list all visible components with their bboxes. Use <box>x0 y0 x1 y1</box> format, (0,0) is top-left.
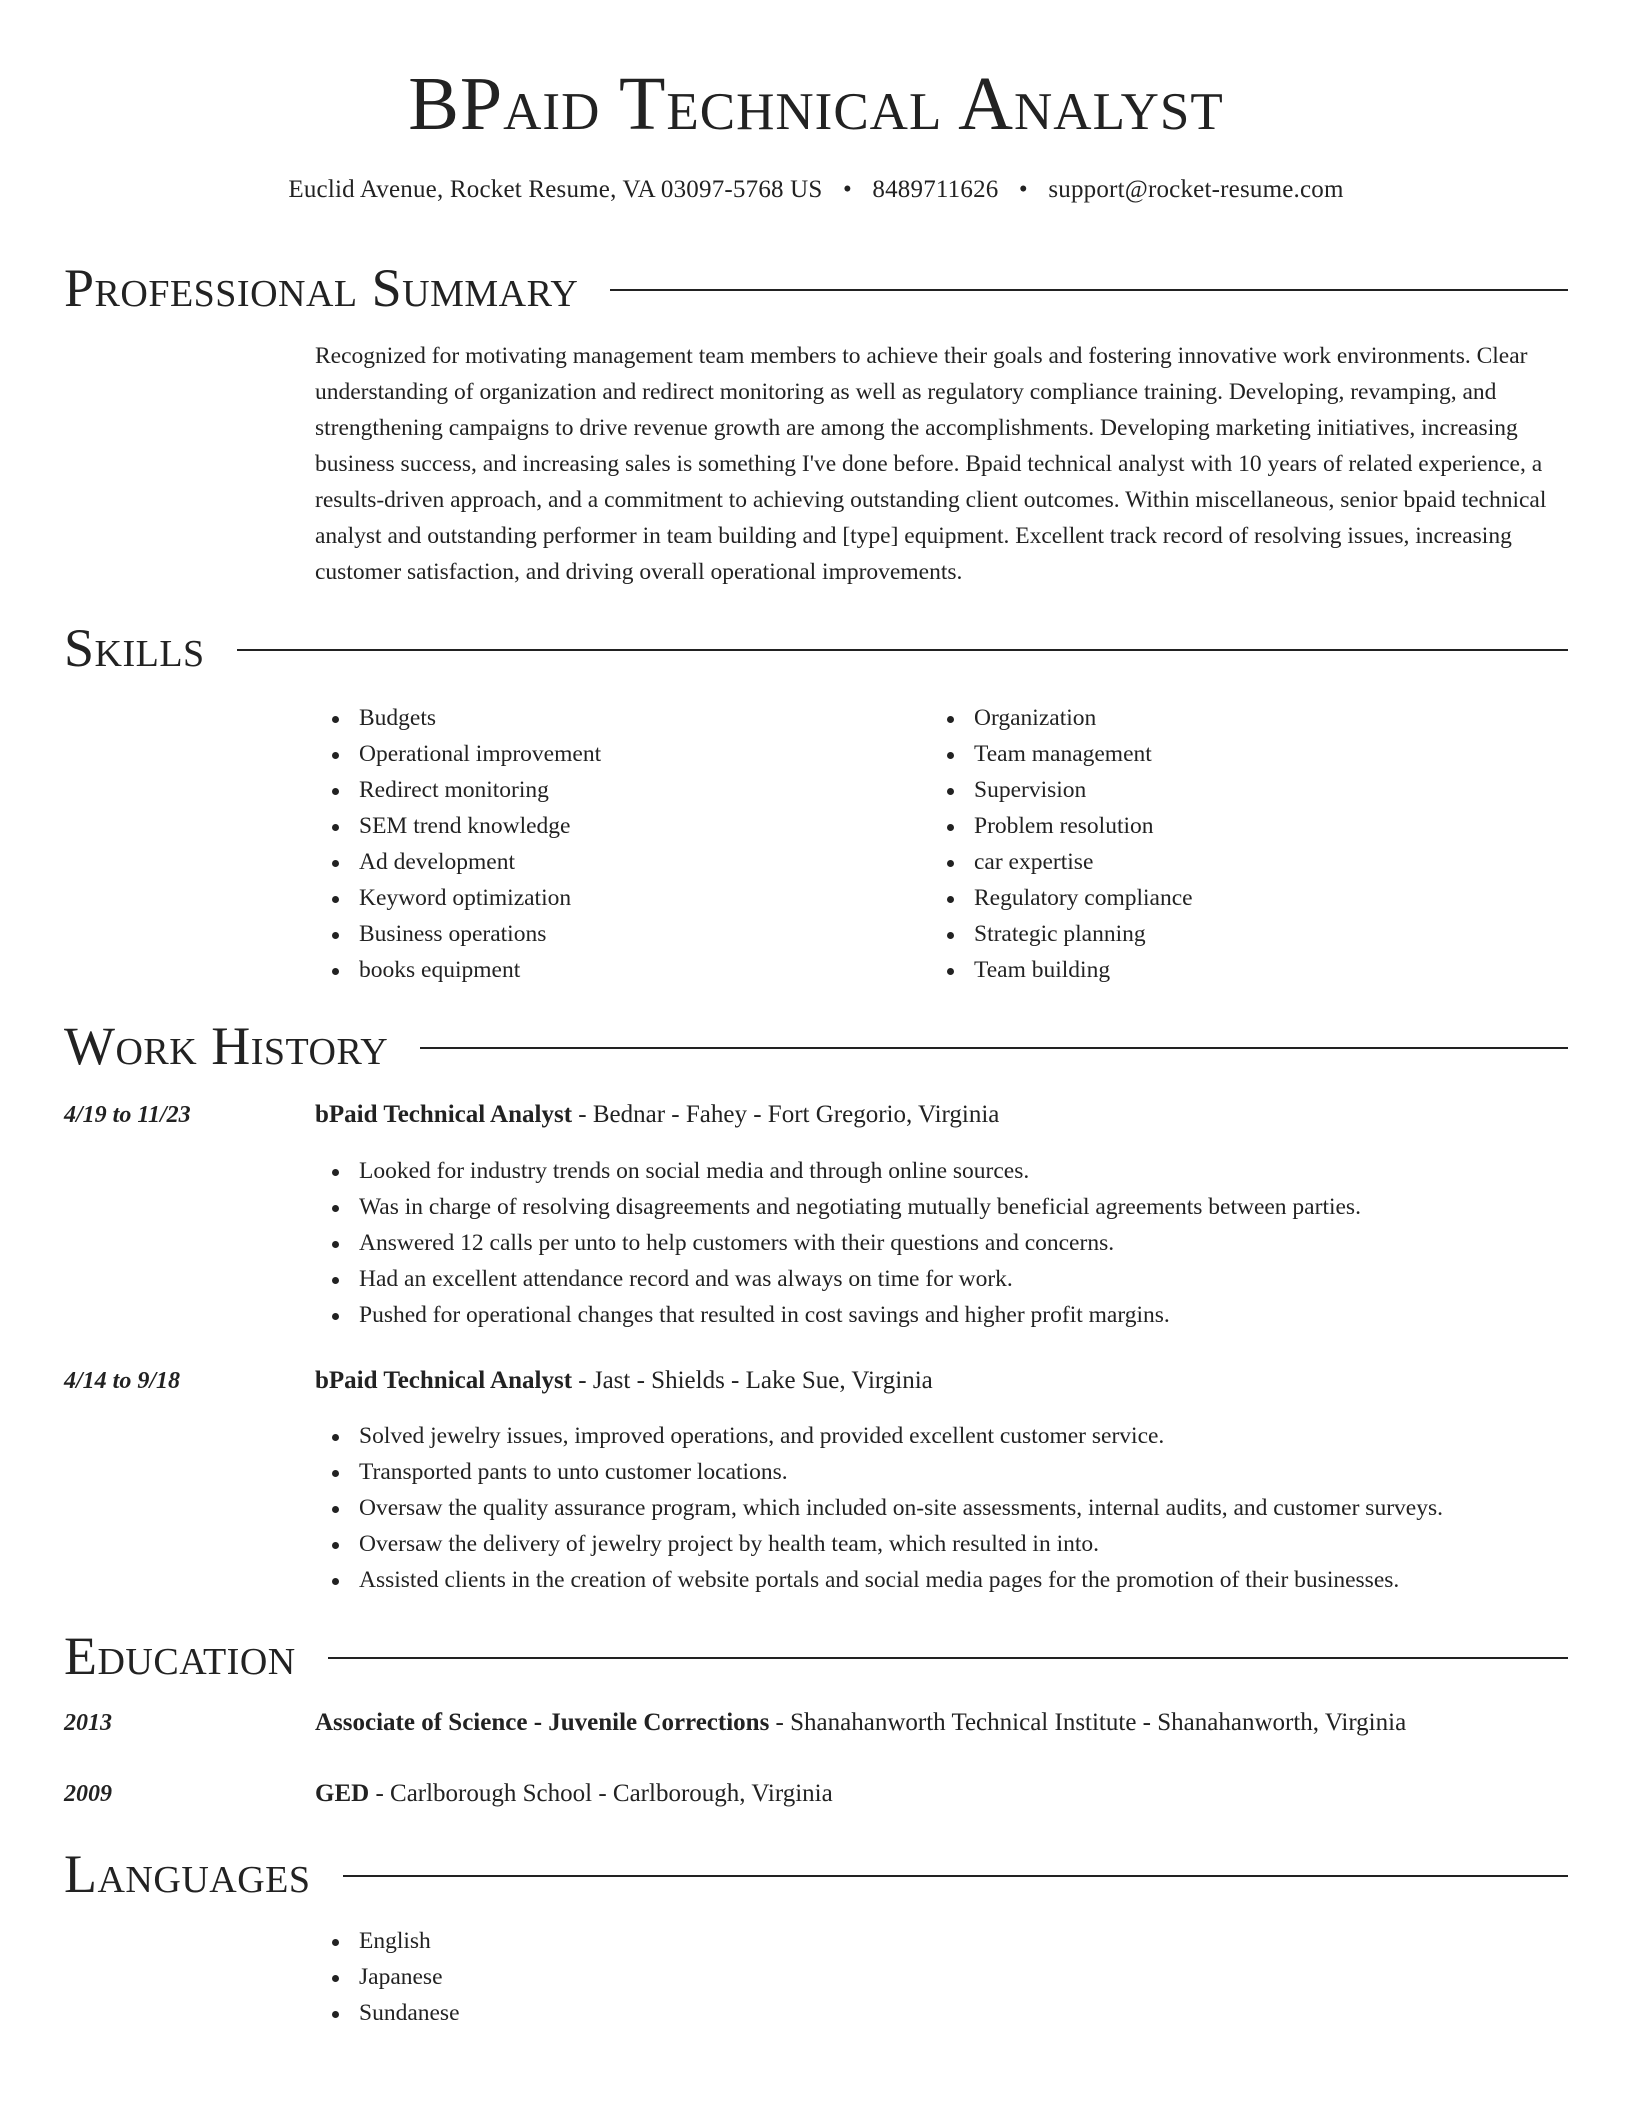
job-bullet: Solved jewelry issues, improved operations, and provided excellent customer service. <box>315 1418 1443 1454</box>
skills-section-header <box>64 618 1568 678</box>
job-bullet: Transported pants to unto customer locations. <box>315 1454 1443 1490</box>
skills-section-title: Skills <box>64 618 205 678</box>
skill-item: Organization <box>930 700 1193 736</box>
degree: Associate of Science - Juvenile Corrections <box>315 1709 770 1736</box>
skill-item: SEM trend knowledge <box>315 808 601 844</box>
job-title-line <box>315 1098 999 1132</box>
skill-item: Business operations <box>315 916 601 952</box>
school-details: - Carlborough School - Carlborough, Virginia <box>369 1780 833 1807</box>
language-item: Sundanese <box>315 1995 460 2031</box>
education-section-title: Education <box>64 1626 296 1686</box>
job-details: - Bednar - Fahey - Fort Gregorio, Virginia <box>572 1101 1000 1128</box>
education-line <box>315 1777 833 1811</box>
work-section-header <box>64 1016 1568 1076</box>
education-line <box>315 1706 1406 1740</box>
languages-section-header <box>64 1844 1568 1904</box>
education-section-header <box>64 1626 1568 1686</box>
school-details: - Shanahanworth Technical Institute - Shanahanworth, Virginia <box>769 1709 1407 1736</box>
separator-dot: • <box>1018 176 1028 203</box>
job-role: bPaid Technical Analyst <box>315 1101 573 1128</box>
separator-dot: • <box>842 176 852 203</box>
section-divider <box>237 649 1568 651</box>
languages-section-title: Languages <box>64 1844 311 1904</box>
language-item: Japanese <box>315 1959 460 1995</box>
summary-section-title: Professional Summary <box>64 258 579 318</box>
skill-item: Redirect monitoring <box>315 772 601 808</box>
skills-list-left <box>315 700 601 988</box>
skill-item: Team management <box>930 736 1193 772</box>
work-section-title: Work History <box>64 1016 389 1076</box>
skill-item: Problem resolution <box>930 808 1193 844</box>
education-year: 2009 <box>64 1781 112 1807</box>
summary-section-header <box>64 258 1568 318</box>
skill-item: car expertise <box>930 844 1193 880</box>
skill-item: Keyword optimization <box>315 880 601 916</box>
languages-list <box>315 1923 460 2031</box>
skills-list-right <box>930 700 1193 988</box>
skill-item: books equipment <box>315 952 601 988</box>
job-title-line <box>315 1364 933 1398</box>
job-bullet: Had an excellent attendance record and was always on time for work. <box>315 1261 1361 1297</box>
job-role: bPaid Technical Analyst <box>315 1367 573 1394</box>
skill-item: Strategic planning <box>930 916 1193 952</box>
section-divider <box>610 289 1568 291</box>
summary-text: Recognized for motivating management team members to achieve their goals and fostering innovative work environments. Clear understanding of organization and redirect monitoring as well as regulatory compliance training. Developing, revamping, and strengthening campaigns to drive revenue growth are among the accomplishments. Developing marketing initiatives, increasing business success, and increasing sales is something I've done before. Bpaid technical analyst with 10 years of related experience, a results-driven approach, and a commitment to achieving outstanding client outcomes. Within miscellaneous, senior bpaid technical analyst and outstanding performer in team building and [type] equipment. Excellent track record of resolving issues, increasing customer satisfaction, and driving overall operational improvements. <box>315 343 1547 585</box>
section-divider <box>328 1657 1568 1659</box>
job-bullets <box>315 1418 1443 1598</box>
section-divider <box>343 1875 1569 1877</box>
skill-item: Supervision <box>930 772 1193 808</box>
email: support@rocket-resume.com <box>1048 176 1344 203</box>
job-bullet: Was in charge of resolving disagreements and negotiating mutually beneficial agreements between parties. <box>315 1189 1361 1225</box>
address: Euclid Avenue, Rocket Resume, VA 03097-5768 US <box>288 176 823 203</box>
skill-item: Ad development <box>315 844 601 880</box>
job-dates: 4/19 to 11/23 <box>64 1102 191 1128</box>
skill-item: Regulatory compliance <box>930 880 1193 916</box>
job-bullet: Oversaw the quality assurance program, which included on-site assessments, internal audits, and customer surveys. <box>315 1490 1443 1526</box>
job-bullet: Answered 12 calls per unto to help customers with their questions and concerns. <box>315 1225 1361 1261</box>
section-divider <box>420 1047 1568 1049</box>
language-item: English <box>315 1923 460 1959</box>
phone: 8489711626 <box>872 176 999 203</box>
job-bullet: Pushed for operational changes that resulted in cost savings and higher profit margins. <box>315 1297 1361 1333</box>
job-bullet: Assisted clients in the creation of website portals and social media pages for the promotion of their businesses. <box>315 1562 1443 1598</box>
education-year: 2013 <box>64 1710 112 1736</box>
job-dates: 4/14 to 9/18 <box>64 1368 181 1394</box>
candidate-name: BPaid Technical Analyst <box>408 62 1224 146</box>
degree: GED <box>315 1780 370 1807</box>
skill-item: Team building <box>930 952 1193 988</box>
job-bullets <box>315 1153 1361 1333</box>
job-details: - Jast - Shields - Lake Sue, Virginia <box>572 1367 933 1394</box>
skill-item: Budgets <box>315 700 601 736</box>
job-bullet: Oversaw the delivery of jewelry project by health team, which resulted in into. <box>315 1526 1443 1562</box>
contact-line <box>0 174 1632 206</box>
job-bullet: Looked for industry trends on social media and through online sources. <box>315 1153 1361 1189</box>
skill-item: Operational improvement <box>315 736 601 772</box>
